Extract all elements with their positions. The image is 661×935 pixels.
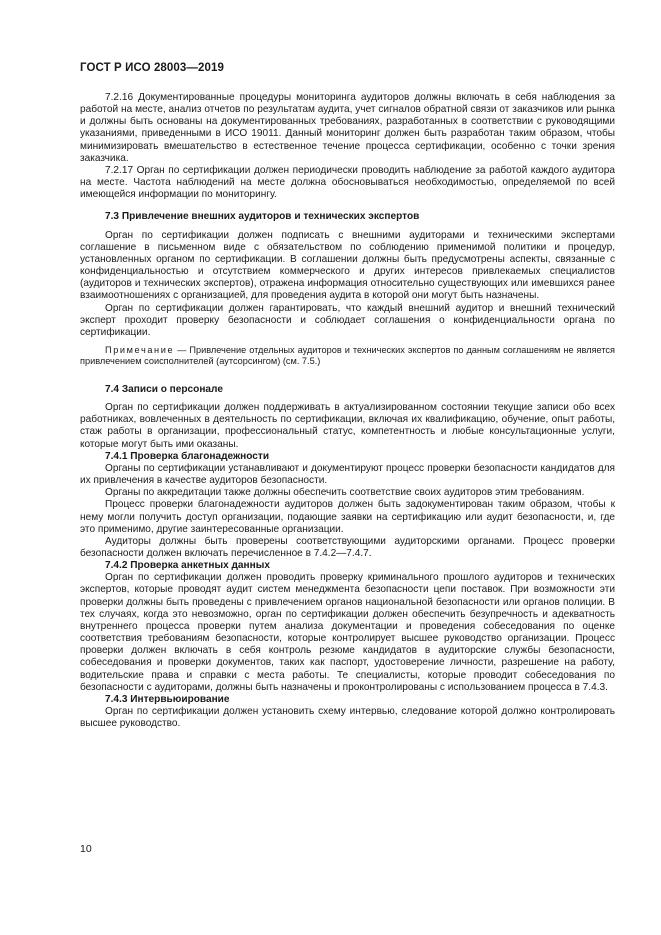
paragraph-7-4-1-accreditation: Органы по аккредитации также должны обеспечить соответствие своих аудиторов этим требованиям.	[105, 487, 585, 499]
paragraph-7-3-guarantee: Орган по сертификации должен гарантировать, что каждый внешний аудитор и внешний технический эксперт проходит проверку безопасности и соблюдает соглашения о конфиденциальности органа по сертификации.	[80, 302, 615, 338]
paragraph-7-4-1-auditors: Аудиторы должны быть проверены соответствующими аудиторскими органами. Процесс проверки безопасности должен включать перечисленное в 7.4.2—7.4.7.	[80, 535, 615, 559]
paragraph-7-4-2: Орган по сертификации должен проводить проверку криминального прошлого аудиторов и технических экспертов, которые проводят аудит систем менеджмента безопасности цепи поставок. При возможности эти проверки должны быть проведены с привлечением органов национальной безопасности или органов полиции. В тех случаях, когда это невозможно, орган по сертификации должен обеспечить безупречность и адекватность внутреннего процесса проверки путем анализа документации и проведения собеседования по оценке соответствия требованиям безопасности, которые контролирует высшее руководство организации. Процесс проверки должен включать в себя контроль резюме кандидатов в аудиторские службы безопасности, собеседования и проверки документов, таких как паспорт, удостоверение личности, разрешение на работу, водительские права и справки с места работы. Те специалисты, которые проводит собеседования по безопасности с аудиторами, должны быть назначены и проконтролированы с использованием процесса в 7.4.3.	[80, 572, 615, 693]
subsection-heading-7-4-1: 7.4.1 Проверка благонадежности	[105, 450, 270, 462]
note-text: — Привлечение отдельных аудиторов и технических экспертов по данным соглашениям не является привлечением соисполнителей (аутсорсингом) (см. 7.5.)	[80, 344, 615, 367]
paragraph-7-3-agreement: Орган по сертификации должен подписать с внешними аудиторами и техническими экспертами соглашение в письменном виде с обязательством по соблюдению применимой политики и процедур, установленных органом по сертификации. В соглашении должны быть предусмотрены аспекты, связанные с конфиденциальностью и отсутствием коммерческого и других интересов привлекаемых специалистов (аудиторов и технических экспертов), отражена информация относительно существующих или имевшихся ранее взаимоотношениях с организацией, для проведения аудита в которой они могут быть назначены.	[80, 229, 615, 302]
paragraph-7-4-3: Орган по сертификации должен установить схему интервью, следование которой должно контролировать высшее руководство.	[80, 706, 615, 730]
note-label: Примечание	[105, 344, 175, 355]
document-header: ГОСТ Р ИСО 28003—2019	[80, 62, 225, 74]
subsection-heading-7-4-2: 7.4.2 Проверка анкетных данных	[105, 560, 270, 572]
note-7-3	[80, 345, 615, 368]
document-body	[80, 92, 615, 730]
section-heading-7-3: 7.3 Привлечение внешних аудиторов и технических экспертов	[105, 211, 420, 223]
page-number: 10	[80, 843, 92, 855]
paragraph-7-4: Орган по сертификации должен поддерживать в актуализированном состоянии текущие записи обо всех работниках, вовлеченных в деятельность по сертификации, включая их квалификацию, обучение, опыт работы, стаж работы в организации, профессиональный статус, компетентность и любые консультационные услуги, которые могут быть ими оказаны.	[80, 402, 615, 450]
paragraph-7-4-1-documented: Процесс проверки благонадежности аудиторов должен быть задокументирован таким образом, чтобы к нему могли получить доступ организации, подающие заявки на сертификацию или аудит безопасности, и, где это применимо, другие заинтересованные организации.	[80, 499, 615, 535]
clause-7-2-16: 7.2.16 Документированные процедуры мониторинга аудиторов должны включать в себя наблюдения за работой на месте, анализ отчетов по результатам аудита, учет сигналов обратной связи от заказчиков или рынка и должны быть основаны на документированных требованиях, разработанных в соответствии с руководящими указаниями, приведенными в ИСО 19011. Данный мониторинг должен быть разработан таким образом, чтобы минимизировать вмешательство в естественное течение процесса сертификации, особенно с точки зрения заказчика.	[80, 92, 615, 164]
section-heading-7-4: 7.4 Записи о персонале	[105, 383, 223, 395]
subsection-heading-7-4-3: 7.4.3 Интервьюирование	[105, 693, 230, 705]
clause-7-2-17: 7.2.17 Орган по сертификации должен периодически проводить наблюдение за работой каждого аудитора на месте. Частота наблюдений на месте должна обосновываться необходимостью, определяемой по всей имеющейся информации по мониторингу.	[80, 164, 615, 201]
paragraph-7-4-1-process: Органы по сертификации устанавливают и документируют процесс проверки безопасности кандидатов для их привлечения в качестве аудиторов безопасности.	[80, 462, 615, 487]
